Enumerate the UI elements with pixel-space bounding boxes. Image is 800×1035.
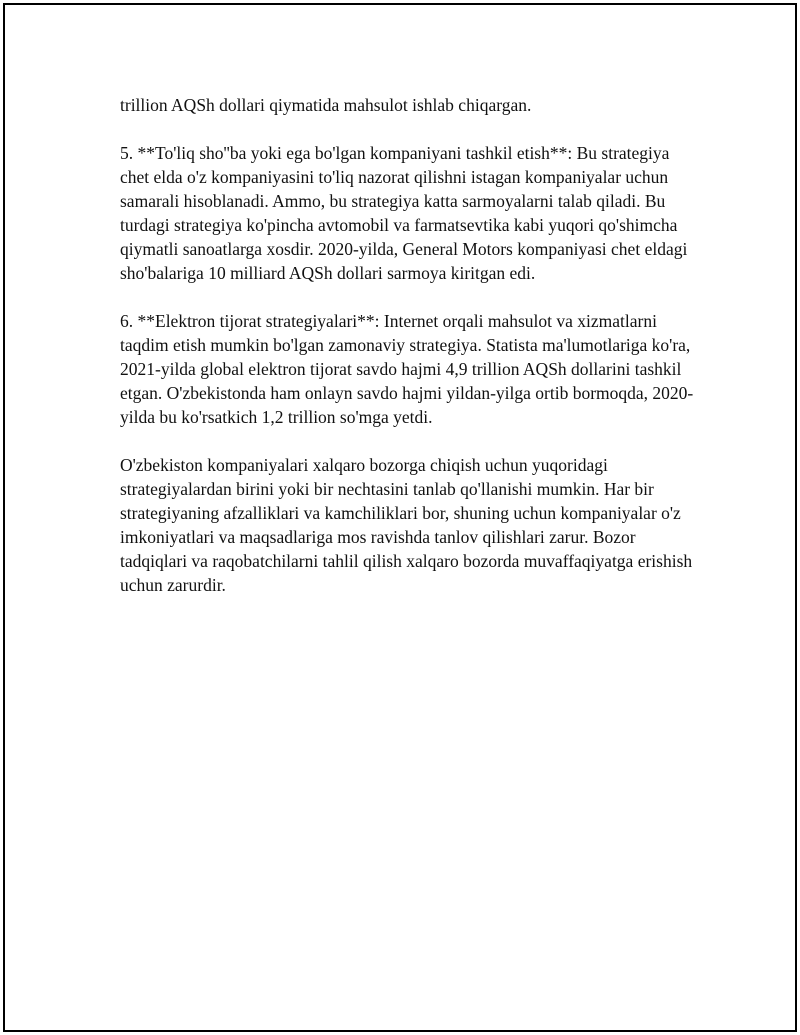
paragraph-continuation: trillion AQSh dollari qiymatida mahsulot ishlab chiqargan.	[120, 95, 532, 115]
paragraph-conclusion: O'zbekiston kompaniyalari xalqaro bozorga chiqish uchun yuqoridagi strategiyalardan birini yoki bir nechtasini tanlab qo'llanishi mumkin. Har bir strategiyaning afzalliklari va kamchiliklari bor, shuning uchun kompaniyalar o'z imkoniyatlari va maqsadlariga mos ravishda tanlov qilishlari zarur. Bozor tadqiqlari va raqobatchilarni tahlil qilish xalqaro bozorda muvaffaqiyatga erishish uchun zarurdir.	[120, 455, 693, 595]
document-body	[120, 93, 700, 621]
document-page	[3, 3, 797, 1032]
paragraph-ecommerce-strategies: 6. **Elektron tijorat strategiyalari**: Internet orqali mahsulot va xizmatlarni taqdim etish mumkin bo'lgan zamonaviy strategiya. Statista ma'lumotlariga ko'ra, 2021-yilda global elektron tijorat savdo hajmi 4,9 trillion AQSh dollarini tashkil etgan. O'zbekistonda ham onlayn savdo hajmi yildan-yilga ortib bormoqda, 2020-yilda bu ko'rsatkich 1,2 trillion so'mga yetdi.	[120, 311, 694, 427]
paragraph-wholly-owned-subsidiary: 5. **To'liq sho''ba yoki ega bo'lgan kompaniyani tashkil etish**: Bu strategiya chet elda o'z kompaniyasini to'liq nazorat qilishni istagan kompaniyalar uchun samarali hisoblanadi. Ammo, bu strategiya katta sarmoyalarni talab qiladi. Bu turdagi strategiya ko'pincha avtomobil va farmatsevtika kabi yuqori qo'shimcha qiymatli sanoatlarga xosdir. 2020-yilda, General Motors kompaniyasi chet eldagi sho'balariga 10 milliard AQSh dollari sarmoya kiritgan edi.	[120, 143, 688, 283]
